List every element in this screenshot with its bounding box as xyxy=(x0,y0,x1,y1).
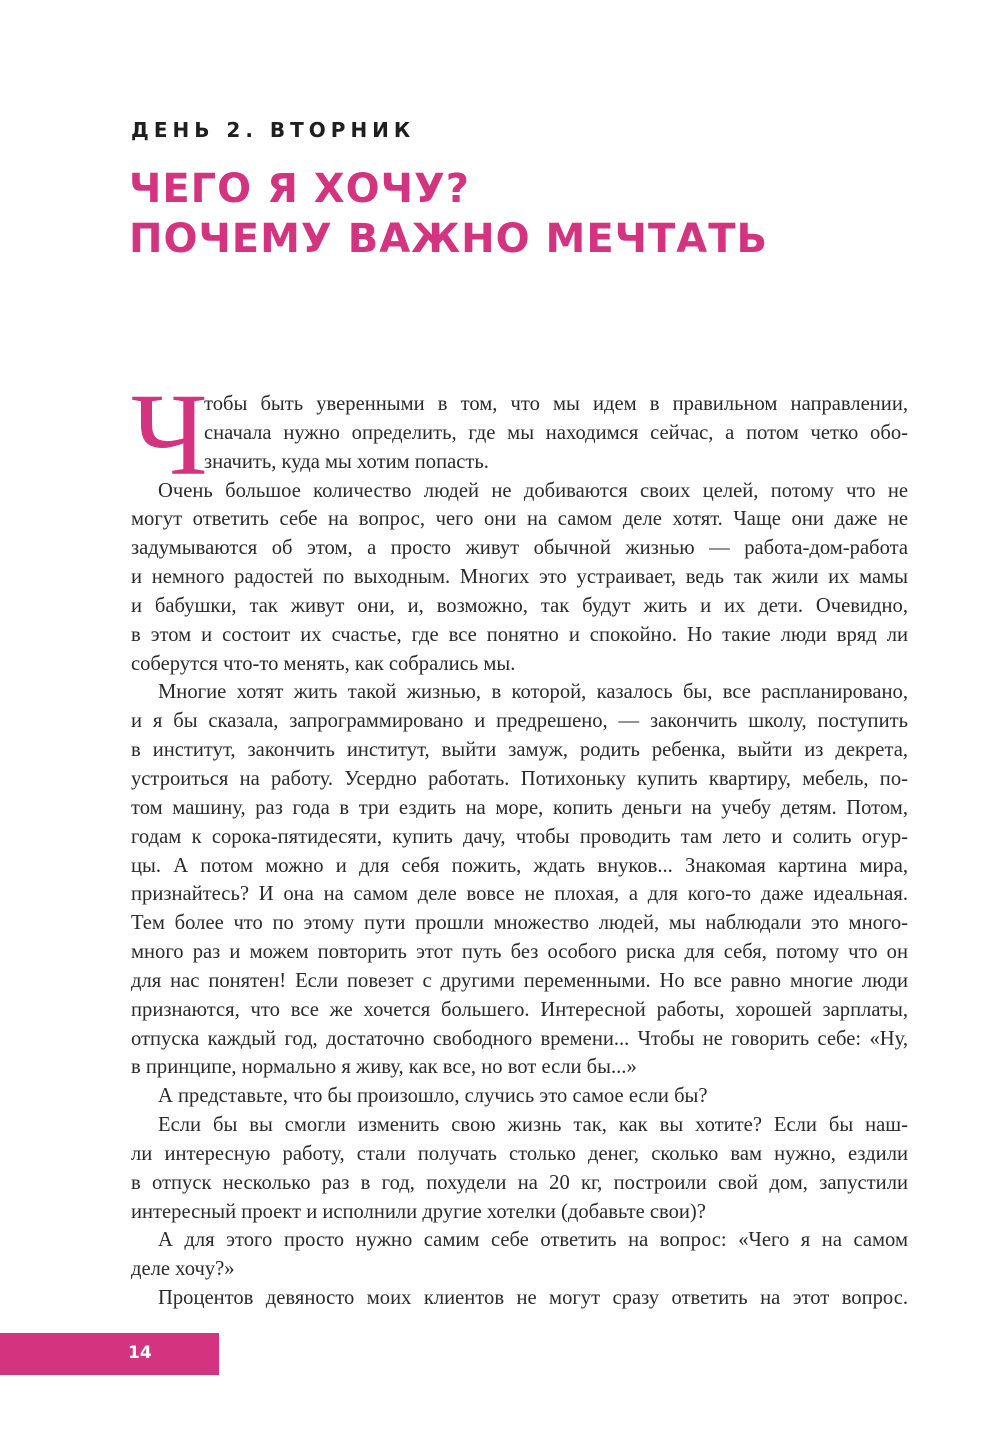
chapter-day-label: ДЕНЬ 2. ВТОРНИК xyxy=(131,118,416,142)
drop-cap: Ч xyxy=(131,369,208,500)
text-line: Если бы вы смогли изменить свою жизнь так, как вы хотите? Если бы наш- xyxy=(158,1114,908,1137)
body-text xyxy=(131,390,908,1313)
text-line: в этом и состоит их счастье, где все понятно и спокойно. Но такие люди вряд ли xyxy=(131,623,908,646)
text-line: Тем более что по этому пути прошли множество людей, мы наблюдали это много- xyxy=(131,912,908,935)
text-line: интересный проект и исполнили другие хотелки (добавьте свои)? xyxy=(131,1200,706,1223)
text-line: значить, куда мы хотим попасть. xyxy=(204,450,489,473)
text-line: отпуска каждый год, достаточно свободного времени... Чтобы не говорить себе: «Ну, xyxy=(131,1027,908,1050)
text-line: цы. А потом можно и для себя пожить, ждать внуков... Знакомая картина мира, xyxy=(131,854,908,877)
text-line: ли интересную работу, стали получать столько денег, сколько вам нужно, ездили xyxy=(131,1142,908,1165)
text-line: деле хочу?» xyxy=(131,1258,235,1281)
text-line: и я бы сказала, запрограммировано и предрешено, — закончить школу, поступить xyxy=(131,710,908,733)
text-line: том машину, раз года в три ездить на море, копить деньги на учебу детям. Потом, xyxy=(131,796,908,819)
text-line: задумываются об этом, а просто живут обычной жизнью — работа-дом-работа xyxy=(131,537,908,560)
page-number: 14 xyxy=(128,1343,152,1363)
text-line: Очень большое количество людей не добиваются своих целей, потому что не xyxy=(158,479,908,502)
text-line: в отпуск несколько раз в год, похудели на 20 кг, построили свой дом, запустили xyxy=(131,1171,908,1194)
text-line: годам к сорока-пятидесяти, купить дачу, чтобы проводить там лето и солить огур- xyxy=(131,825,908,848)
chapter-title xyxy=(129,164,768,264)
text-line: сначала нужно определить, где мы находимся сейчас, а потом четко обо- xyxy=(204,421,908,444)
text-line: Процентов девяносто моих клиентов не могут сразу ответить на этот вопрос. xyxy=(158,1287,908,1310)
text-line: А для этого просто нужно самим себе ответить на вопрос: «Чего я на самом xyxy=(158,1229,908,1252)
text-line: в принципе, нормально я живу, как все, но вот если бы...» xyxy=(131,1056,637,1079)
text-line: соберутся что-то менять, как собрались мы. xyxy=(131,652,516,675)
text-line: в институт, закончить институт, выйти замуж, родить ребенка, выйти из декрета, xyxy=(131,739,908,762)
text-line: тобы быть уверенными в том, что мы идем в правильном направлении, xyxy=(204,393,908,415)
text-line: устроиться на работу. Усердно работать. Потихоньку купить квартиру, мебель, по- xyxy=(131,767,908,790)
text-line: и бабушки, так живут они, и, возможно, так будут жить и их дети. Очевидно, xyxy=(131,594,908,617)
chapter-title-line-2: ПОЧЕМУ ВАЖНО МЕЧТАТЬ xyxy=(129,216,768,262)
text-line: для нас понятен! Если повезет с другими переменными. Но все равно многие люди xyxy=(131,969,908,992)
text-line: А представьте, что бы произошло, случись это самое если бы? xyxy=(158,1085,708,1108)
text-line: и немного радостей по выходным. Многих это устраивает, ведь так жили их мамы xyxy=(131,566,908,589)
page-number-band xyxy=(0,1333,219,1375)
text-line: признайтесь? И она на самом деле вовсе не плохая, а для кого-то даже идеальная. xyxy=(131,883,908,906)
text-line: могут ответить себе на вопрос, чего они на самом деле хотят. Чаще они даже не xyxy=(131,508,908,531)
text-line: Многие хотят жить такой жизнью, в которой, казалось бы, все распланировано, xyxy=(158,681,908,704)
text-line: много раз и можем повторить этот путь без особого риска для себя, потому что он xyxy=(131,941,908,964)
text-line: признаются, что все же хочется большего. Интересной работы, хорошей зарплаты, xyxy=(131,998,908,1021)
chapter-title-line-1: ЧЕГО Я ХОЧУ? xyxy=(129,166,471,212)
